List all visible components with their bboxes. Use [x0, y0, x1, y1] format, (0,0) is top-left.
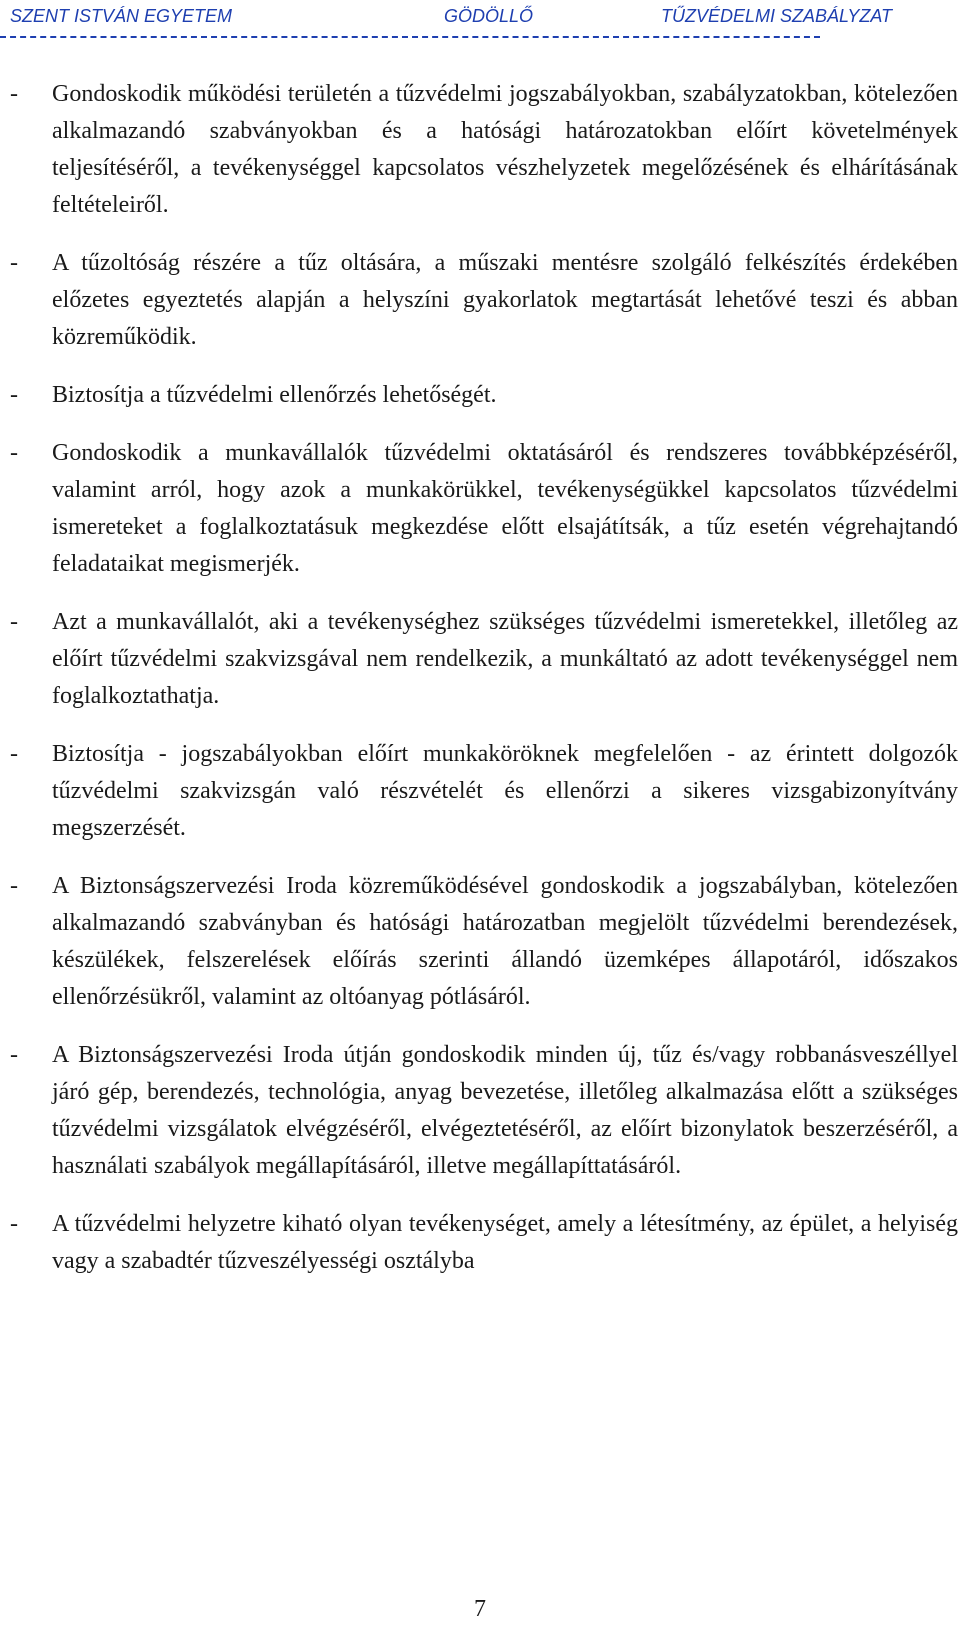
list-item [10, 245, 958, 356]
header-institution: SZENT ISTVÁN EGYETEM [10, 6, 233, 26]
list-item [10, 435, 958, 583]
header-dashed-rule [0, 36, 820, 38]
list-item [10, 1206, 958, 1280]
list-dash: - [10, 382, 18, 408]
list-dash: - [10, 250, 18, 276]
list-item [10, 736, 958, 847]
list-dash: - [10, 873, 18, 899]
page-header [0, 0, 960, 48]
list-dash: - [10, 440, 18, 466]
list-dash: - [10, 81, 18, 107]
list-item-text: A tűzvédelmi helyzetre kiható olyan tevékenységet, amely a létesítmény, az épület, a helyiség vagy a szabadtér tűzveszélyességi osztályba [52, 1211, 958, 1274]
list-dash: - [10, 741, 18, 767]
list-item [10, 868, 958, 1016]
list-item-text: Biztosítja - jogszabályokban előírt munkaköröknek megfelelően - az érintett dolgozók tűzvédelmi szakvizsgán való részvételét és ellenőrzi a sikeres vizsgabizonyítvány megszerzését. [52, 741, 958, 841]
list-dash: - [10, 1211, 18, 1237]
list-dash: - [10, 1042, 18, 1068]
header-document-title: TŰZVÉDELMI SZABÁLYZAT [661, 6, 893, 26]
list-item-text: Gondoskodik működési területén a tűzvédelmi jogszabályokban, szabályzatokban, kötelezően alkalmazandó szabványokban és a hatósági határozatokban előírt követelmények teljesítéséről, a tevékenységgel kapcsolatos vészhelyzetek megelőzésének és elhárításának feltételeiről. [52, 81, 958, 218]
list-item [10, 1037, 958, 1185]
list-item-text: Azt a munkavállalót, aki a tevékenységhez szükséges tűzvédelmi ismeretekkel, illetőleg az előírt tűzvédelmi szakvizsgával nem rendelkezik, a munkáltató az adott tevékenységgel nem foglalkoztathatja. [52, 609, 958, 709]
list-item [10, 76, 958, 224]
list-item-text: A tűzoltóság részére a tűz oltására, a műszaki mentésre szolgáló felkészítés érdekében előzetes egyeztetés alapján a helyszíni gyakorlatok megtartását lehetővé teszi és abban közreműködik. [52, 250, 958, 350]
list-item-text: A Biztonságszervezési Iroda közreműködésével gondoskodik a jogszabályban, kötelezően alkalmazandó szabványban és hatósági határozatban megjelölt tűzvédelmi berendezések, készülékek, felszerelések előírás szerinti állandó üzemképes állapotáról, időszakos ellenőrzésükről, valamint az oltóanyag pótlásáról. [52, 873, 958, 1010]
list-item-text: A Biztonságszervezési Iroda útján gondoskodik minden új, tűz és/vagy robbanásveszéllyel járó gép, berendezés, technológia, anyag bevezetése, illetőleg alkalmazása előtt a szükséges tűzvédelmi vizsgálatok elvégzéséről, elvégeztetéséről, az előírt bizonylatok beszerzéséről, a használati szabályok megállapításáról, illetve megállapíttatásáról. [52, 1042, 958, 1179]
list-dash: - [10, 609, 18, 635]
list-item-text: Gondoskodik a munkavállalók tűzvédelmi oktatásáról és rendszeres továbbképzéséről, valamint arról, hogy azok a munkakörükkel, tevékenységükkel kapcsolatos tűzvédelmi ismereteket a foglalkoztatásuk megkezdése előtt elsajátítsák, a tűz esetén végrehajtandó feladataikat megismerjék. [52, 440, 958, 577]
document-body [10, 76, 958, 1301]
list-item-text: Biztosítja a tűzvédelmi ellenőrzés lehetőségét. [52, 382, 497, 408]
list-item [10, 604, 958, 715]
list-item [10, 377, 958, 414]
header-row [0, 6, 893, 32]
page-number: 7 [474, 1596, 486, 1622]
header-location: GÖDÖLLŐ [444, 6, 534, 26]
